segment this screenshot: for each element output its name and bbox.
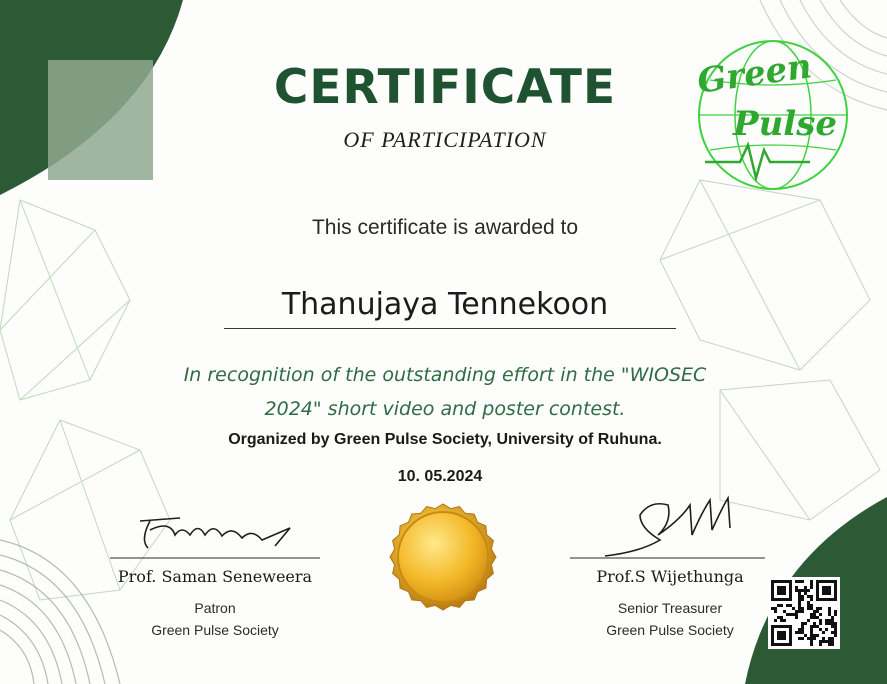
- certificate-subtitle: OF PARTICIPATION: [343, 127, 547, 152]
- recipient-name: Thanujaya Tennekoon: [281, 287, 609, 322]
- certificate-title: CERTIFICATE: [273, 60, 617, 115]
- signatory-left-organization: Green Pulse Society: [151, 622, 279, 638]
- organizer-text: Organized by Green Pulse Society, University of Ruhuna.: [228, 431, 662, 448]
- recognition-line-2: 2024" short video and poster contest.: [264, 398, 626, 420]
- signatory-right-role: Senior Treasurer: [617, 600, 723, 616]
- signatory-right-organization: Green Pulse Society: [606, 622, 734, 638]
- awarded-text: This certificate is awarded to: [311, 216, 579, 239]
- recognition-line-1: In recognition of the outstanding effort in the "WIOSEC: [183, 364, 707, 386]
- certificate-date: 10. 05.2024: [397, 468, 483, 485]
- signatory-left-role: Patron: [194, 600, 236, 616]
- signatory-right-name: Prof.S Wijethunga: [596, 567, 744, 586]
- logo-word-green: Green: [694, 46, 815, 102]
- signatory-left-name: Prof. Saman Seneweera: [117, 567, 313, 586]
- logo-word-pulse: Pulse: [733, 104, 837, 144]
